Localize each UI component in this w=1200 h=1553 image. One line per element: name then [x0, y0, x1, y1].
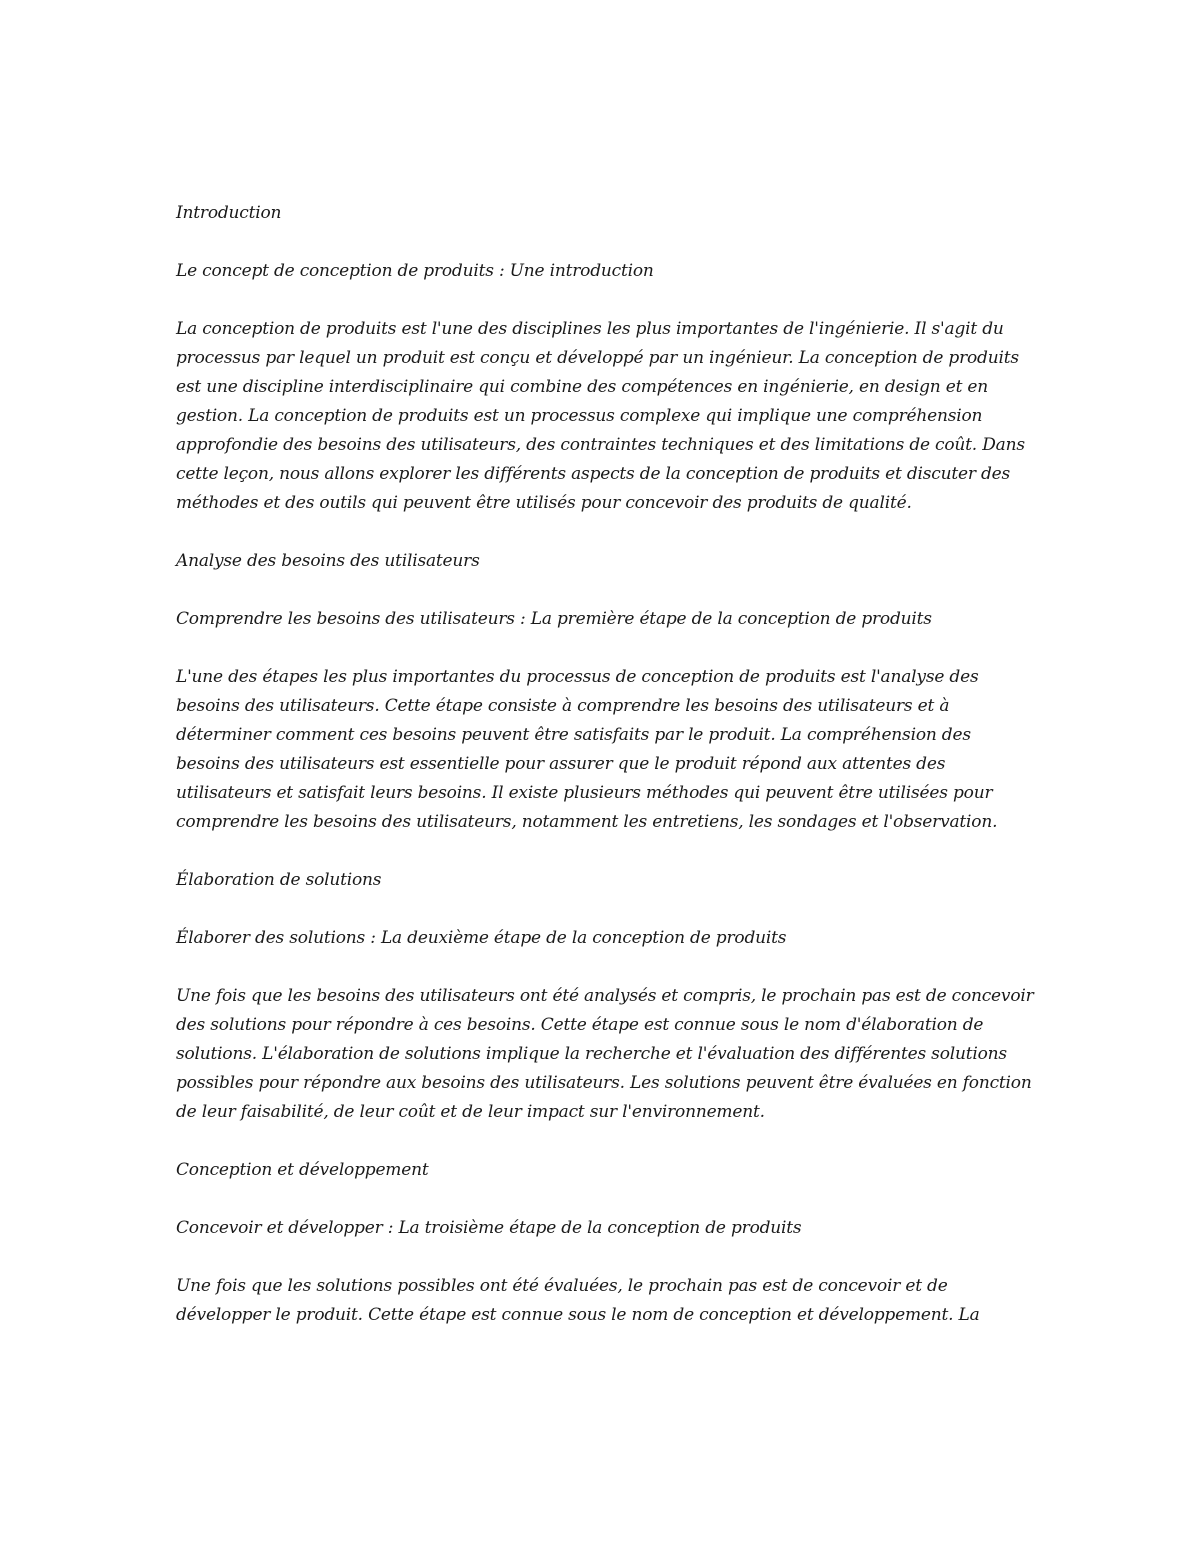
section-subheading-design-development: Concevoir et développer : La troisième étape de la conception de produits	[176, 1218, 802, 1238]
section-heading-design-development: Conception et développement	[176, 1160, 429, 1180]
section-subheading-user-needs: Comprendre les besoins des utilisateurs : La première étape de la conception de produits	[176, 609, 932, 629]
section-heading-user-needs: Analyse des besoins des utilisateurs	[176, 551, 480, 571]
document-body	[176, 199, 1036, 1359]
paragraph-user-needs: L'une des étapes les plus importantes du processus de conception de produits est l'analyse des besoins des utilisateurs. Cette étape consiste à comprendre les besoins des utilisateurs et à déterminer comment ces besoins peuvent être satisfaits par le produit. La compréhension des besoins des utilisateurs est essentielle pour assurer que le produit répond aux attentes des utilisateurs et satisfait leurs besoins. Il existe plusieurs méthodes qui peuvent être utilisées pour comprendre les besoins des utilisateurs, notamment les entretiens, les sondages et l'observation.	[176, 667, 998, 832]
paragraph-introduction: La conception de produits est l'une des disciplines les plus importantes de l'ingénierie. Il s'agit du processus par lequel un produit est conçu et développé par un ingénieur. La conception de produits est une discipline interdisciplinaire qui combine des compétences en ingénierie, en design et en gestion. La conception de produits est un processus complexe qui implique une compréhension approfondie des besoins des utilisateurs, des contraintes techniques et des limitations de coût. Dans cette leçon, nous allons explorer les différents aspects de la conception de produits et discuter des méthodes et des outils qui peuvent être utilisés pour concevoir des produits de qualité.	[176, 319, 1025, 513]
paragraph-solutions: Une fois que les besoins des utilisateurs ont été analysés et compris, le prochain pas est de concevoir des solutions pour répondre à ces besoins. Cette étape est connue sous le nom d'élaboration de solutions. L'élaboration de solutions implique la recherche et l'évaluation des différentes solutions possibles pour répondre aux besoins des utilisateurs. Les solutions peuvent être évaluées en fonction de leur faisabilité, de leur coût et de leur impact sur l'environnement.	[176, 986, 1034, 1122]
paragraph-design-development: Une fois que les solutions possibles ont été évaluées, le prochain pas est de concevoir et de développer le produit. Cette étape est connue sous le nom de conception et développement. La	[176, 1276, 980, 1325]
section-subheading-introduction: Le concept de conception de produits : Une introduction	[176, 261, 654, 281]
section-heading-introduction: Introduction	[176, 203, 282, 223]
section-heading-solutions: Élaboration de solutions	[176, 870, 382, 890]
section-subheading-solutions: Élaborer des solutions : La deuxième étape de la conception de produits	[176, 928, 787, 948]
